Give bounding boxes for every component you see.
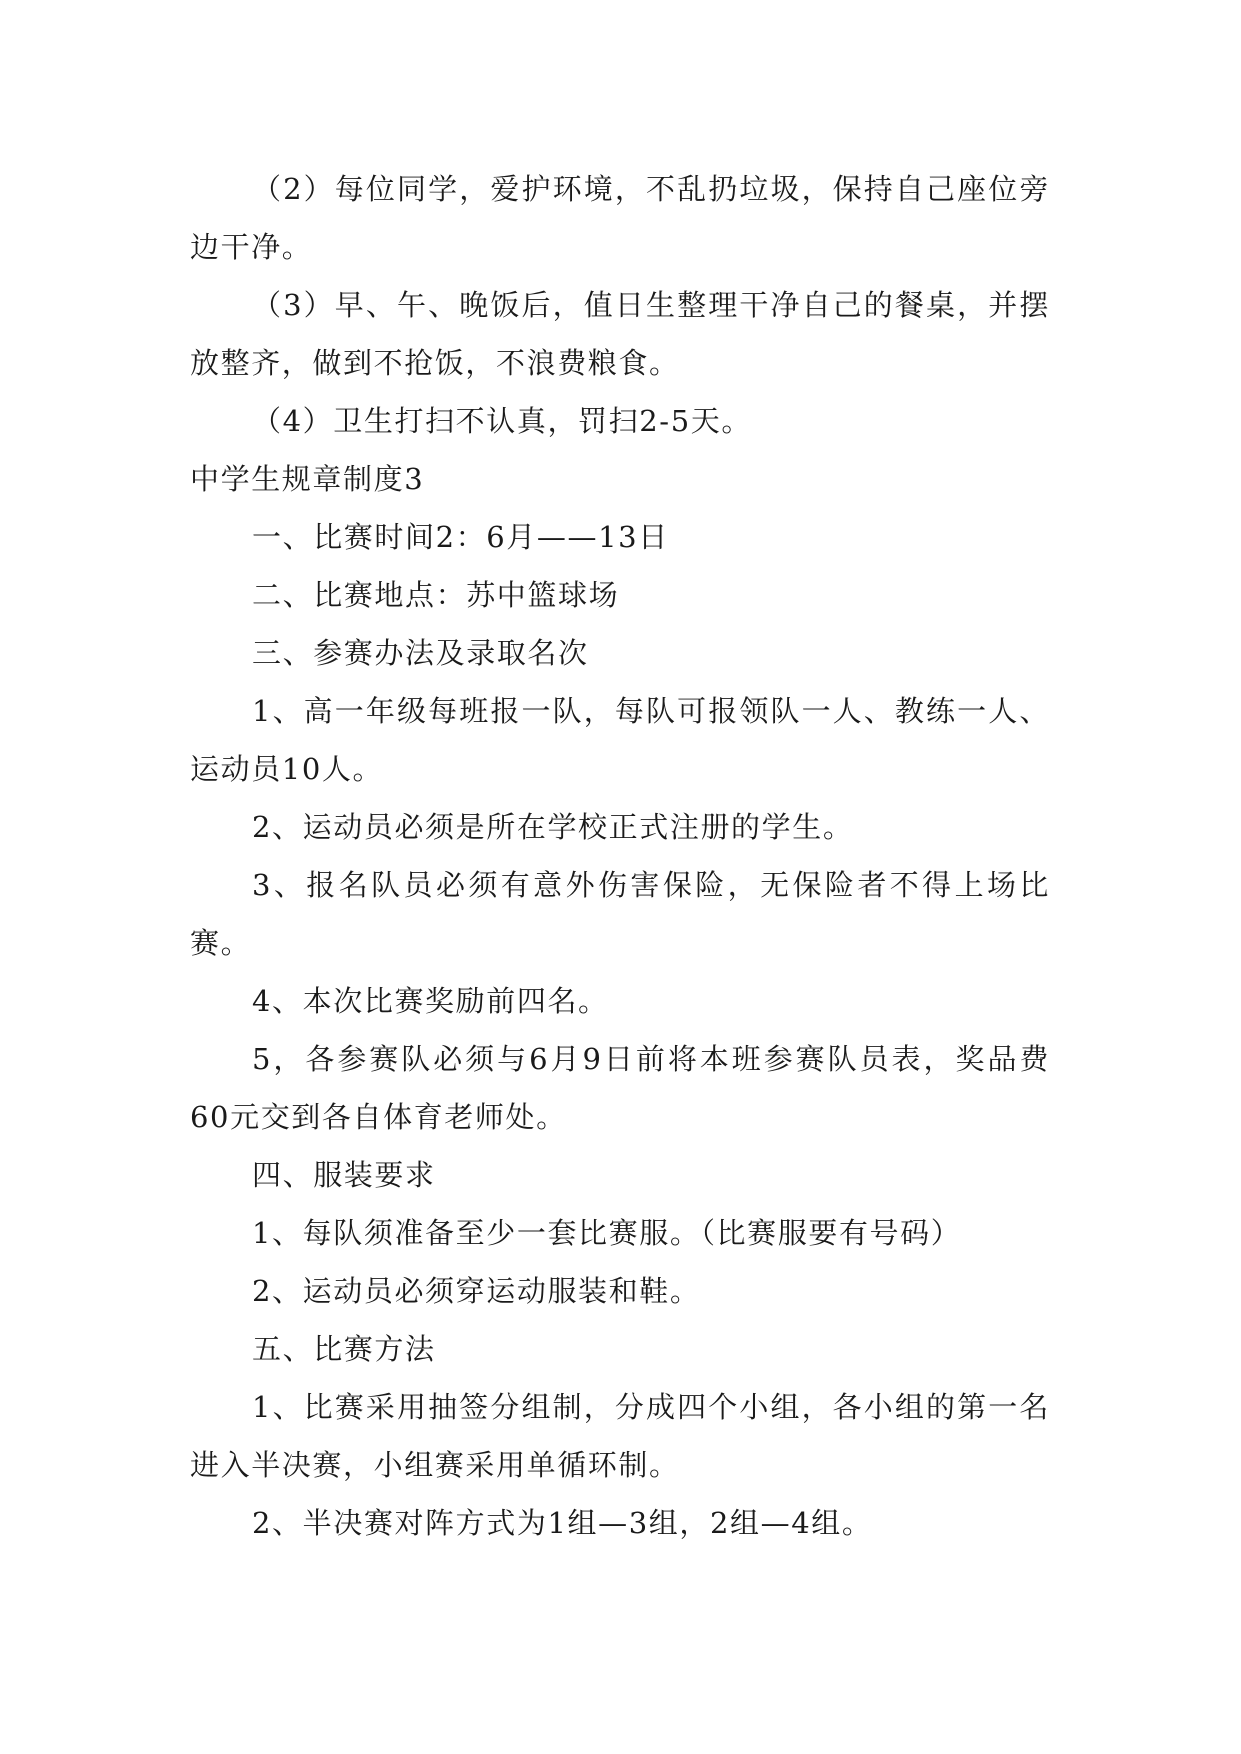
paragraph-participation-5: 5，各参赛队必须与6月9日前将本班参赛队员表，奖品费60元交到各自体育老师处。 [190,1042,1050,1134]
paragraph-method-1: 1、比赛采用抽签分组制，分成四个小组，各小组的第一名进入半决赛，小组赛采用单循环制。 [190,1390,1050,1482]
paragraph-rule-4: （4）卫生打扫不认真，罚扫2-5天。 [252,404,752,438]
paragraph-rule-3: （3）早、午、晚饭后，值日生整理干净自己的餐桌，并摆放整齐，做到不抢饭，不浪费粮食。 [190,288,1050,380]
paragraph-participation-4: 4、本次比赛奖励前四名。 [252,984,609,1018]
paragraph-participation-2: 2、运动员必须是所在学校正式注册的学生。 [252,810,854,844]
paragraph-method-2: 2、半决赛对阵方式为1组—3组，2组—4组。 [252,1506,873,1540]
paragraph-participation-1: 1、高一年级每班报一队，每队可报领队一人、教练一人、运动员10人。 [190,694,1050,786]
paragraph-rule-2: （2）每位同学，爱护环境，不乱扔垃圾，保持自己座位旁边干净。 [190,172,1050,264]
paragraph-match-time: 一、比赛时间2：6月——13日 [252,520,669,554]
heading-participation: 三、参赛办法及录取名次 [252,636,589,670]
paragraph-uniform-1: 1、每队须准备至少一套比赛服。（比赛服要有号码） [252,1216,962,1250]
heading-match-method: 五、比赛方法 [252,1332,436,1366]
section-title: 中学生规章制度3 [190,462,425,496]
paragraph-uniform-2: 2、运动员必须穿运动服装和鞋。 [252,1274,701,1308]
heading-uniform: 四、服装要求 [252,1158,436,1192]
paragraph-participation-3: 3、报名队员必须有意外伤害保险，无保险者不得上场比赛。 [190,868,1050,960]
paragraph-match-location: 二、比赛地点：苏中篮球场 [252,578,620,612]
document-body [190,160,1050,1552]
